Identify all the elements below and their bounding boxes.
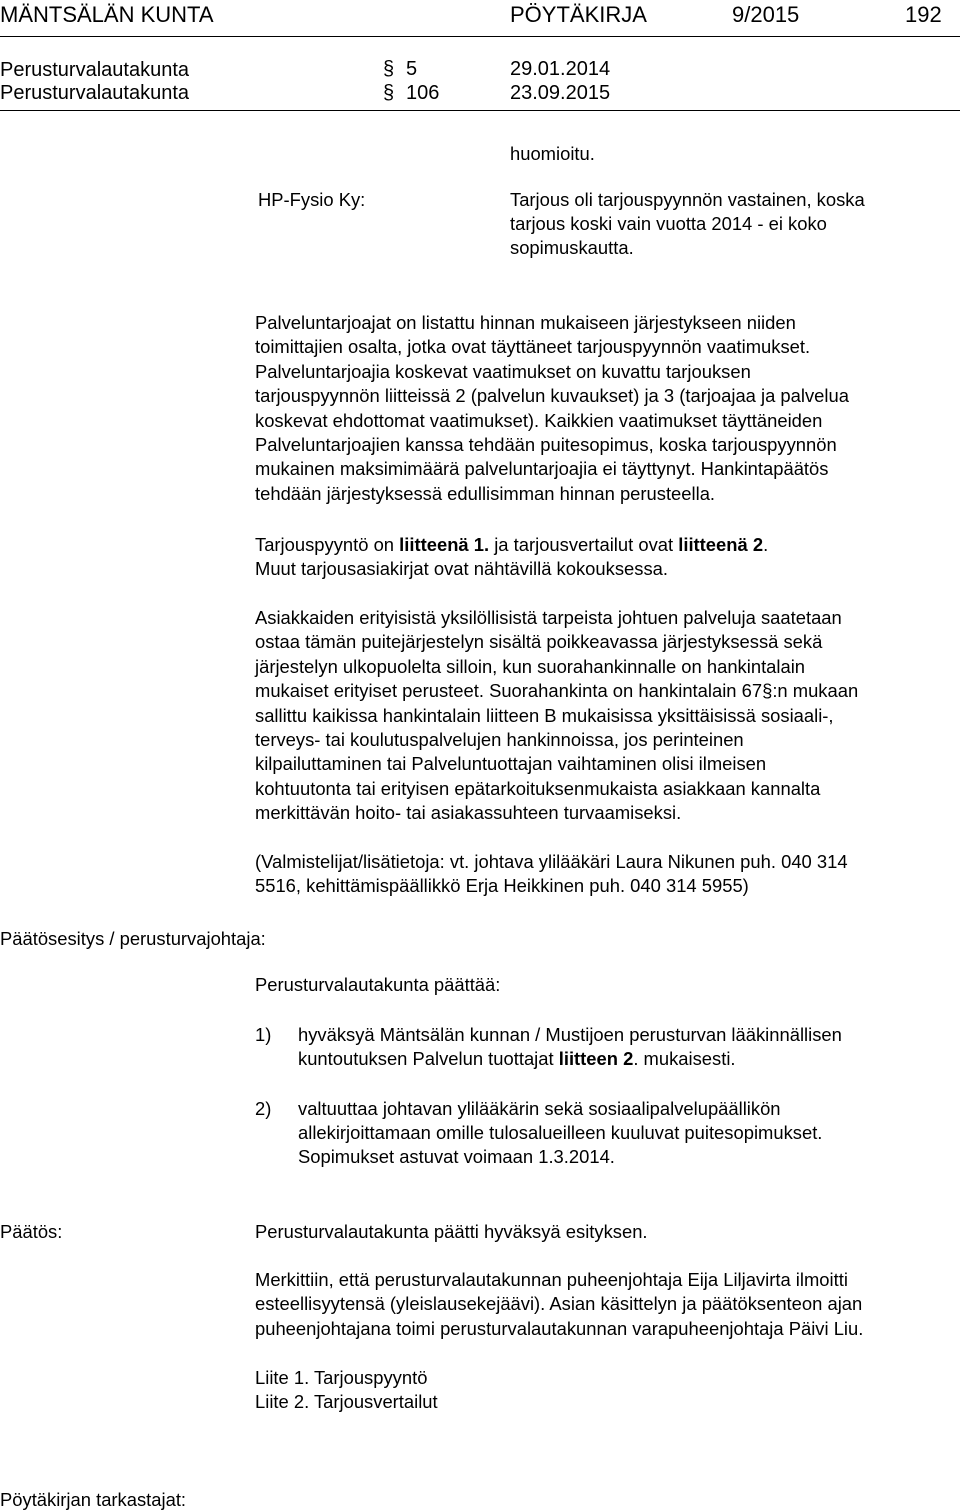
proposal-lead: Perusturvalautakunta päättää: [255,974,501,995]
meta-divider [0,110,960,111]
attachment-ref-1: liitteenä 1. [399,534,490,555]
footer-label: Pöytäkirjan tarkastajat: [0,1489,187,1510]
text-line: koskevat ehdottomat vaatimukset). Kaikkien vaatimukset täyttäneiden [255,409,823,431]
text-line: mukaiset erityiset perusteet. Suorahankinta on hankintalain 67§:n mukaan [255,680,859,702]
text-line: Muut tarjousasiakirjat ovat nähtävillä kokouksessa. [255,558,668,580]
supplier-name: HP-Fysio Ky: [258,189,366,210]
proposal-item-text: valtuuttaa johtavan ylilääkärin sekä sosiaalipalvelupäällikön [298,1098,781,1119]
text-line: tarjouspyynnön liitteissä 2 (palvelun kuvaukset) ja 3 (tarjoajaa ja palvelua [255,385,849,407]
text-line: kilpailuttaminen tai Palveluntuottajan vaihtaminen olisi ilmeisen [255,753,767,775]
text-line: 5516, kehittämispäällikkö Erja Heikkinen puh. 040 314 5955) [255,875,749,897]
text-line: järjestelyn ulkopuolelta silloin, kun suorahankinnalle on hankintalain [255,655,806,677]
proposal-item-text: Sopimukset astuvat voimaan 1.3.2014. [298,1146,615,1167]
proposal-item-number: 1) [255,1024,272,1045]
attachment-item: Liite 2. Tarjousvertailut [255,1391,438,1412]
text-line: merkittävän hoito- tai asiakassuhteen turvaamiseksi. [255,802,682,824]
municipality-name: MÄNTSÄLÄN KUNTA [0,2,214,27]
supplier-text-1: Tarjous oli tarjouspyynnön vastainen, koska [510,189,865,210]
page-number: 192 [905,2,942,27]
text-line: sallittu kaikissa hankintalain liitteen B mukaisissa yksittäisissä sosiaali-, [255,704,834,726]
meta-body-1: Perusturvalautakunta [0,59,190,81]
meta-date-2: 23.09.2015 [510,82,611,104]
section-sign-2: § [383,82,395,104]
decision-text: Perusturvalautakunta päätti hyväksyä esityksen. [255,1221,648,1242]
meta-section-1: 5 [406,58,418,80]
text-line: mukainen maksimimäärä palveluntarjoajia ei täyttynyt. Hankintapäätös [255,458,829,480]
text-line: esteellisyytensä (yleislausekejäävi). Asian käsittelyn ja päätöksenteon ajan [255,1293,863,1315]
text-line: tehdään järjestyksessä edullisimman hinnan perusteella. [255,482,716,504]
document-number: 9/2015 [732,2,800,27]
text-line: puheenjohtajana toimi perusturvalautakunnan varapuheenjohtaja Päivi Liu. [255,1317,864,1339]
proposal-item-text: hyväksyä Mäntsälän kunnan / Mustijoen perusturvan lääkinnällisen [298,1024,842,1045]
meta-section-2: 106 [406,82,440,104]
meta-body-2: Perusturvalautakunta [0,82,190,104]
proposal-item-text: kuntoutuksen Palvelun tuottajat liitteen 2. mukaisesti. [298,1048,736,1069]
proposal-item-number: 2) [255,1098,272,1119]
header-divider [0,36,960,37]
text-line: Merkittiin, että perusturvalautakunnan puheenjohtaja Eija Liljavirta ilmoitti [255,1269,848,1290]
proposal-item-text: allekirjoittamaan omille tulosalueilleen kuuluvat puitesopimukset. [298,1122,823,1143]
supplier-text-3: sopimuskautta. [510,237,634,258]
text-line: ostaa tämän puitejärjestelyn sisältä poikkeavassa järjestyksessä sekä [255,631,823,653]
decision-note [255,1268,955,1341]
section-sign-1: § [383,58,395,80]
text-line: terveys- tai koulutuspalvelujen hankinnoissa, jos perinteinen [255,729,744,751]
text-line: (Valmistelijat/lisätietoja: vt. johtava ylilääkäri Laura Nikunen puh. 040 314 [255,851,848,872]
text-line: Palveluntarjoajien kanssa tehdään puitesopimus, koska tarjouspyynnön [255,434,837,456]
intro-line: huomioitu. [510,143,595,164]
supplier-text-2: tarjous koski vain vuotta 2014 - ei koko [510,213,827,234]
text-line: toimittajien osalta, jotka ovat täyttäneet tarjouspyynnön vaatimukset. [255,336,811,358]
text-line: Palveluntarjoajia koskevat vaatimukset on kuvattu tarjouksen [255,360,751,382]
attachment-ref-2: liitteenä 2 [678,534,764,555]
text-line: kohtuutonta tai erityisen epätarkoituksenmukaista asiakkaan kannalta [255,777,821,799]
paragraph-ranking [255,311,955,506]
text-line: Palveluntarjoajat on listattu hinnan mukaiseen järjestykseen niiden [255,312,796,333]
attachment-ref: liitteen 2 [558,1048,634,1069]
proposal-label: Päätösesitys / perusturvajohtaja: [0,928,266,949]
paragraph-direct-procurement [255,606,955,826]
paragraph-attachments [255,533,955,582]
attachment-item: Liite 1. Tarjouspyyntö [255,1367,428,1388]
decision-label: Päätös: [0,1221,63,1242]
document-type: PÖYTÄKIRJA [510,2,647,27]
text-line: Tarjouspyyntö on liitteenä 1. ja tarjousvertailut ovat liitteenä 2. [255,534,769,555]
paragraph-contacts [255,850,955,899]
text-line: Asiakkaiden erityisistä yksilöllisistä tarpeista johtuen palveluja saatetaan [255,607,842,628]
meta-date-1: 29.01.2014 [510,58,611,80]
